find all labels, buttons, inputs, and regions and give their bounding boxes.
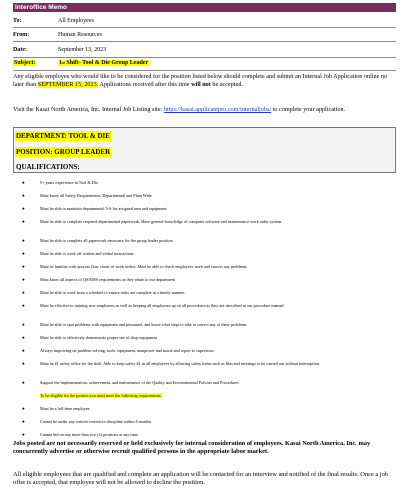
list-item-text: Cannot bid on any more than two (2) positions at any time. bbox=[40, 432, 139, 437]
divider bbox=[13, 70, 396, 71]
list-item bbox=[22, 264, 362, 270]
meta-value: Human Resources bbox=[58, 32, 102, 38]
list-item-text: Must be a full-time employee. bbox=[40, 406, 91, 411]
list-item bbox=[22, 180, 362, 186]
meta-key: Date: bbox=[13, 47, 27, 53]
list-item bbox=[22, 290, 362, 296]
subject-key: Subject: bbox=[14, 60, 36, 66]
list-item-text: Must be able to complete all paperwork necessary for the group leader position. bbox=[40, 238, 174, 243]
divider bbox=[13, 57, 396, 58]
bullet-icon: ● bbox=[22, 322, 25, 327]
meta-value: All Employees bbox=[58, 18, 94, 24]
will-not: will not bbox=[191, 80, 211, 88]
list-item-text: 5+ years experience in Tool & Die bbox=[40, 180, 98, 185]
subject-text: Shift- Tool & Die Group Leader bbox=[64, 60, 149, 66]
subject-row bbox=[13, 59, 396, 69]
list-item bbox=[22, 238, 362, 244]
list-item-text: Must be familiar with process flow charts of work orders. Must be able to check employees work and correct any problems. bbox=[40, 264, 248, 269]
bullet-icon: ● bbox=[22, 303, 25, 308]
list-item-text: Must know all Safety Requirements, Departmental and Plant Wide bbox=[40, 193, 152, 198]
intro-paragraph bbox=[13, 73, 396, 89]
subject-value bbox=[58, 60, 149, 66]
eligibility-heading bbox=[32, 393, 362, 399]
department-line: DEPARTMENT: TOOL & DIE bbox=[16, 132, 110, 140]
list-item bbox=[22, 406, 362, 412]
list-item bbox=[22, 277, 362, 283]
divider bbox=[13, 41, 396, 42]
notice-paragraph: Jobs posted are not necessarily reserved or held exclusively for internal consideration of employees. Kasai North America, Inc. may concurrently advertise or otherwise recruit qualified persons in the appropriate labor market. bbox=[13, 440, 371, 455]
list-item bbox=[22, 322, 362, 328]
list-item-text: Cannot be under any written corrective discipline within 6 months. bbox=[40, 419, 153, 424]
list-item bbox=[22, 419, 362, 425]
bullet-icon: ● bbox=[22, 432, 25, 437]
meta-key: To: bbox=[13, 18, 22, 24]
list-item-text: Must know all aspects of QS/EMS requirements as they relate to our department bbox=[40, 277, 175, 282]
eligibility-text: To be eligible for the positon you must meet the following requirements: bbox=[40, 393, 162, 398]
list-item-text: Must be #1 safety office for the shift. Able to keep safety #1 in all employees by allowing safety items such as film and meetings to be carried out without interruption bbox=[40, 361, 319, 366]
list-item-text: Must be able to work off written and verbal instructions. bbox=[40, 251, 135, 256]
list-item bbox=[22, 193, 362, 199]
bullet-icon: ● bbox=[22, 264, 25, 269]
bullet-icon: ● bbox=[22, 219, 25, 224]
qualifications-heading: QUALIFICATIONS: bbox=[16, 163, 80, 171]
job-listing-link[interactable]: https://kasai.applicantpro.com/internaljobs/ bbox=[163, 106, 272, 113]
bullet-icon: ● bbox=[22, 348, 25, 353]
list-item bbox=[22, 380, 362, 386]
position-line: POSITION: GROUP LEADER bbox=[16, 148, 111, 156]
subject-superscript: st bbox=[62, 60, 65, 65]
list-item bbox=[22, 251, 362, 257]
bullet-icon: ● bbox=[22, 380, 25, 385]
divider bbox=[13, 27, 396, 28]
bullet-icon: ● bbox=[22, 361, 25, 366]
list-item-text: Must be able to effectively demonstrate proper use of shop equipment bbox=[40, 335, 158, 340]
bullet-icon: ● bbox=[22, 251, 25, 256]
memo-banner: Interoffice Memo bbox=[13, 3, 396, 12]
list-item bbox=[22, 432, 362, 438]
list-item bbox=[32, 393, 362, 399]
department-box bbox=[13, 127, 396, 173]
list-item-text: Must be able to maintain departmental 5-S for assigned area and equipment bbox=[40, 206, 167, 211]
list-item-text: Always improving on problem solving, tools, equipment, manpower and moral and report to supervisor. bbox=[40, 348, 215, 353]
list-item-text: Must be able to spot problems with equipment and personnel, and know what steps to take to correct any of these problems bbox=[40, 322, 247, 327]
bullet-icon: ● bbox=[22, 419, 25, 424]
bullet-icon: ● bbox=[22, 406, 25, 411]
bullet-icon: ● bbox=[22, 206, 25, 211]
list-item-text: Must be able to work from a schedule to ensure tasks are complete in a timely manner. bbox=[40, 290, 186, 295]
intro-text: Applications received after this time bbox=[98, 80, 192, 88]
bullet-icon: ● bbox=[22, 180, 25, 185]
list-item bbox=[22, 219, 362, 225]
bullet-icon: ● bbox=[22, 290, 25, 295]
visit-paragraph bbox=[13, 106, 396, 114]
list-item bbox=[22, 348, 362, 354]
deadline: SEPTEMBER 15, 2023. bbox=[37, 80, 99, 88]
intro-text: Any eligible employee who would like to be considered for the position listed below should complete and submit an Internal Job Application online no later than bbox=[13, 73, 388, 88]
subject-ordinal: 1 bbox=[59, 60, 62, 66]
visit-text: Visit the Kasai North America, Inc. Internal Job Listing site: bbox=[13, 106, 164, 113]
bullet-icon: ● bbox=[22, 335, 25, 340]
list-item bbox=[22, 335, 362, 341]
bullet-icon: ● bbox=[22, 193, 25, 198]
bullet-icon: ● bbox=[22, 238, 25, 243]
bullet-icon: ● bbox=[22, 277, 25, 282]
visit-text: to complete your application. bbox=[271, 106, 346, 113]
list-item-text: Support the implementation, achievement, and maintenance of the Quality and Environmental Policies and Procedures bbox=[40, 380, 239, 385]
list-item bbox=[22, 206, 362, 212]
list-item-text: Must be able to complete required departmental paperwork. Have general knowledge of computer software and maintenance work order system. bbox=[40, 219, 283, 224]
closing-paragraph: All eligible employees that are qualified and complete an application will be contacted for an interview and notified of the final results. Once a job offer is accepted, that employee will not be allowed to decline the position. bbox=[13, 471, 388, 486]
meta-key: From: bbox=[13, 32, 30, 38]
intro-text: be accepted. bbox=[210, 80, 243, 88]
meta-value: September 13, 2023 bbox=[58, 47, 107, 53]
list-item-text: Must be effective in training new employees as well as keeping all employees up on all procedures as they are described in our procedure manual. bbox=[40, 303, 285, 308]
list-item bbox=[22, 361, 362, 367]
list-item bbox=[22, 303, 362, 309]
